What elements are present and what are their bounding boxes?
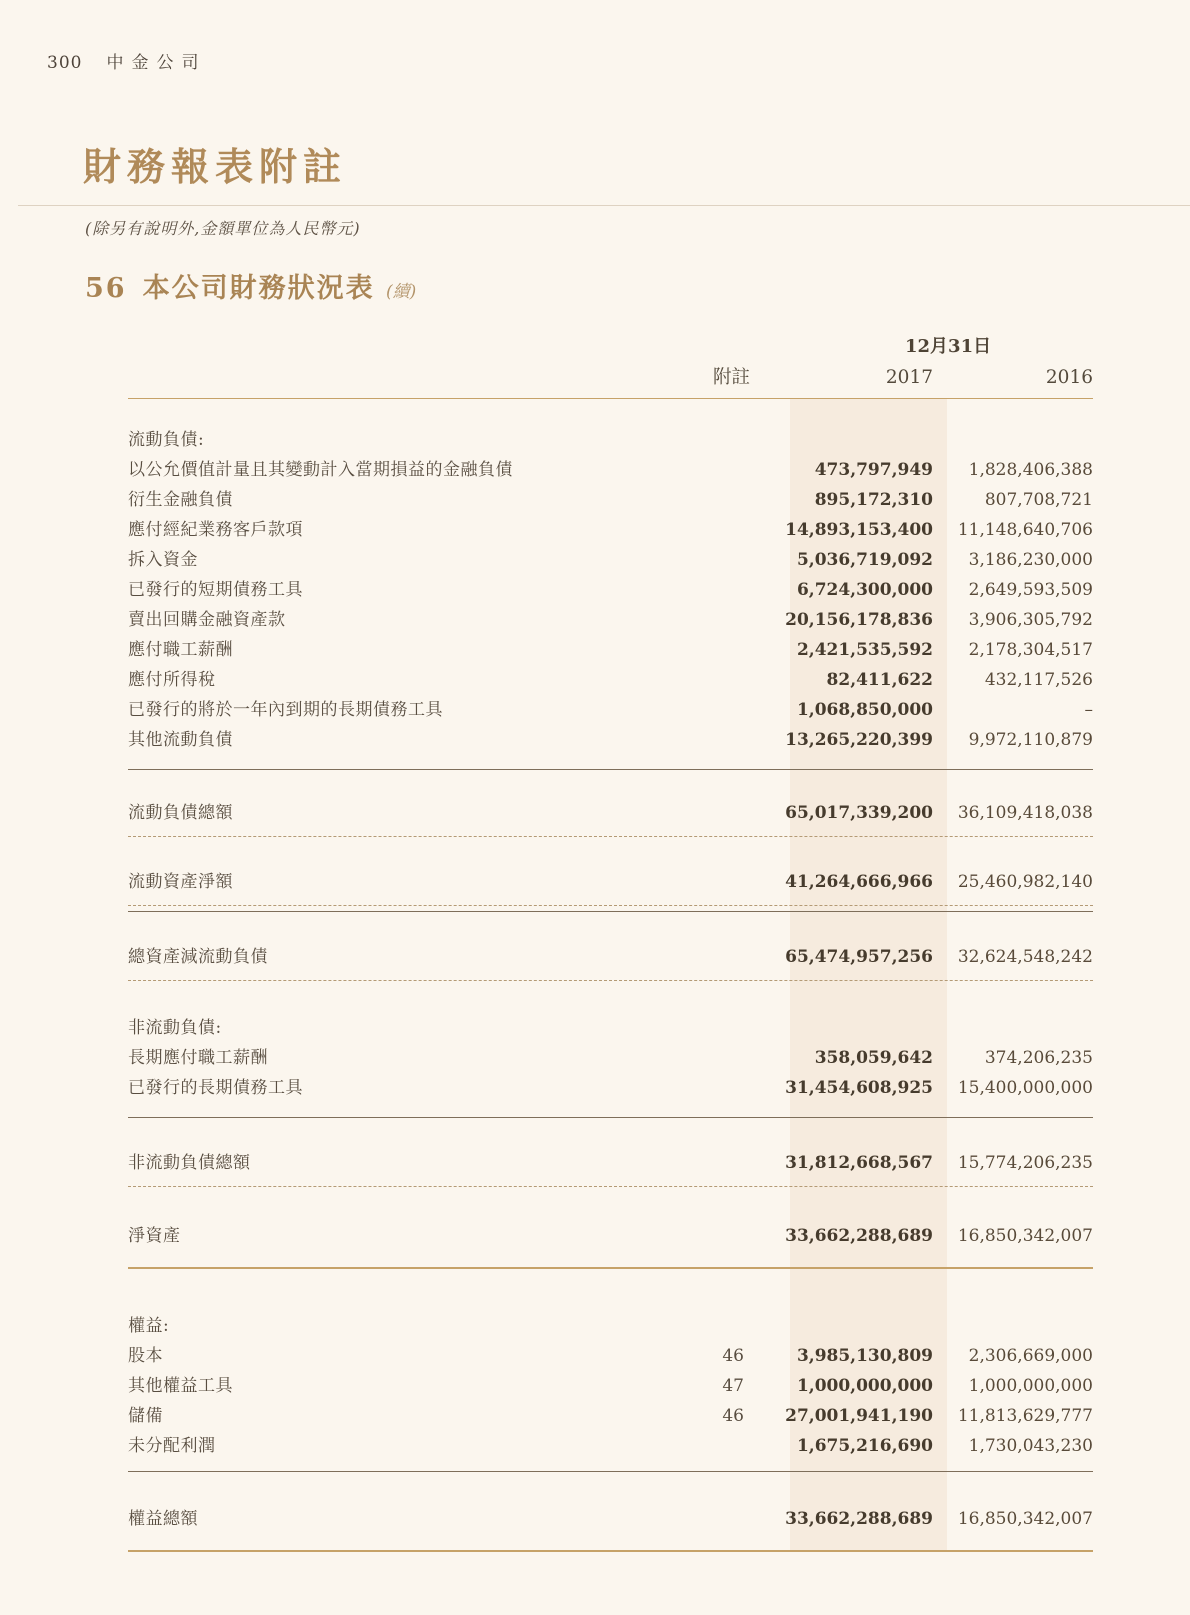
table-row — [128, 942, 1093, 972]
table-spacer — [128, 912, 1093, 942]
table-spacer — [128, 770, 1093, 798]
table-spacer — [128, 837, 1093, 867]
row-label: 已發行的短期債務工具 — [128, 580, 303, 600]
table-column-headers — [128, 362, 1093, 394]
row-note — [690, 665, 750, 695]
row-label: 其他流動負債 — [128, 730, 233, 750]
table-row — [128, 1504, 1093, 1534]
row-note — [690, 1148, 750, 1178]
row-value-2016: 32,624,548,242 — [957, 947, 1093, 967]
row-value-2017: 13,265,220,399 — [785, 730, 933, 750]
row-value-2017: 473,797,949 — [814, 460, 933, 480]
column-header-empty — [128, 362, 690, 394]
measurement-note: (除另有說明外,金額單位為人民幣元) — [85, 219, 361, 238]
row-label: 應付所得稅 — [128, 670, 216, 690]
page-number: 300 — [47, 53, 83, 73]
row-note — [690, 798, 750, 828]
table-rule-solid — [128, 1471, 1093, 1472]
row-note — [690, 867, 750, 897]
table-row — [128, 1043, 1093, 1073]
table-section-row — [128, 1311, 1093, 1341]
row-value-2017: 65,474,957,256 — [785, 947, 933, 967]
row-value-2016 — [947, 1013, 1093, 1043]
table-row — [128, 485, 1093, 515]
row-value-2017: 895,172,310 — [814, 490, 933, 510]
row-value-2016: 2,178,304,517 — [968, 640, 1093, 660]
row-note — [690, 1504, 750, 1534]
financial-position-table — [128, 332, 1093, 1552]
column-header-2016: 2016 — [1045, 367, 1093, 388]
row-value-2017: 3,985,130,809 — [796, 1346, 933, 1366]
table-rule-solid — [128, 911, 1093, 912]
table-rule-gold — [128, 1267, 1093, 1269]
row-value-2016: 9,972,110,879 — [968, 730, 1093, 750]
row-value-2016: 25,460,982,140 — [957, 872, 1093, 892]
table-spacer — [128, 981, 1093, 1013]
row-value-2017: 1,000,000,000 — [796, 1376, 933, 1396]
table-spacer — [128, 1187, 1093, 1221]
row-value-2017: 31,454,608,925 — [785, 1078, 933, 1098]
table-rule-dashed — [128, 1186, 1093, 1187]
row-value-2017: 14,893,153,400 — [785, 520, 933, 540]
table-body — [128, 399, 1093, 1552]
row-value-2016: 1,730,043,230 — [968, 1436, 1093, 1456]
row-note — [690, 545, 750, 575]
row-note — [690, 515, 750, 545]
row-note — [690, 1431, 750, 1461]
table-row — [128, 1401, 1093, 1431]
column-header-2017: 2017 — [885, 367, 933, 388]
row-value-2016: 374,206,235 — [984, 1048, 1093, 1068]
table-spacer — [128, 1472, 1093, 1504]
row-note — [690, 425, 750, 455]
row-note — [690, 1221, 750, 1251]
row-label: 總資產減流動負債 — [128, 947, 268, 967]
table-row — [128, 455, 1093, 485]
table-rule-dashed — [128, 905, 1093, 906]
row-label: 未分配利潤 — [128, 1436, 216, 1456]
row-label: 權益: — [128, 1316, 170, 1336]
row-label: 流動資產淨額 — [128, 872, 233, 892]
row-note — [690, 575, 750, 605]
table-rule-gold — [128, 1550, 1093, 1552]
row-note: 47 — [722, 1376, 744, 1396]
row-value-2017: 5,036,719,092 — [796, 550, 933, 570]
row-label: 股本 — [128, 1346, 163, 1366]
row-label: 淨資產 — [128, 1226, 181, 1246]
table-rule-solid — [128, 1117, 1093, 1118]
column-header-note: 附註 — [712, 367, 750, 388]
row-label: 以公允價值計量且其變動計入當期損益的金融負債 — [128, 460, 513, 480]
row-value-2017: 33,662,288,689 — [785, 1509, 933, 1529]
table-section-row — [128, 1013, 1093, 1043]
row-label: 應付經紀業務客戶款項 — [128, 520, 303, 540]
row-value-2016 — [947, 425, 1093, 455]
row-label: 流動負債: — [128, 430, 205, 450]
row-value-2017: 27,001,941,190 — [785, 1406, 933, 1426]
row-value-2017: 20,156,178,836 — [785, 610, 933, 630]
page-header — [47, 48, 206, 73]
table-row — [128, 545, 1093, 575]
row-label: 非流動負債: — [128, 1018, 222, 1038]
table-row — [128, 695, 1093, 725]
row-label: 拆入資金 — [128, 550, 198, 570]
table-spacer — [128, 1118, 1093, 1148]
table-row — [128, 635, 1093, 665]
row-value-2016 — [947, 1311, 1093, 1341]
table-row — [128, 605, 1093, 635]
row-value-2017: 65,017,339,200 — [785, 803, 933, 823]
row-value-2016: 807,708,721 — [984, 490, 1093, 510]
section-title: 本公司財務狀況表 — [142, 273, 375, 304]
row-note — [690, 1043, 750, 1073]
table-row — [128, 1148, 1093, 1178]
table-spacer — [128, 399, 1093, 425]
row-value-2017 — [750, 1311, 947, 1341]
row-note — [690, 695, 750, 725]
row-note — [690, 605, 750, 635]
row-value-2016: 16,850,342,007 — [957, 1509, 1093, 1529]
row-value-2016: 11,148,640,706 — [957, 520, 1093, 540]
row-label: 應付職工薪酬 — [128, 640, 233, 660]
row-value-2017 — [750, 1013, 947, 1043]
row-value-2016: 36,109,418,038 — [957, 803, 1093, 823]
section-number: 56 — [85, 273, 127, 304]
row-value-2016: 15,774,206,235 — [957, 1153, 1093, 1173]
table-rule-dashed — [128, 836, 1093, 837]
row-note: 46 — [722, 1346, 744, 1366]
section-continued: (續) — [385, 282, 417, 302]
row-label: 非流動負債總額 — [128, 1153, 251, 1173]
date-header: 12月31日 — [905, 336, 992, 357]
table-row — [128, 665, 1093, 695]
row-value-2016: 3,906,305,792 — [968, 610, 1093, 630]
row-value-2016: 2,649,593,509 — [968, 580, 1093, 600]
table-row — [128, 1371, 1093, 1401]
row-note — [690, 1013, 750, 1043]
table-row — [128, 1221, 1093, 1251]
row-value-2017: 1,068,850,000 — [796, 700, 933, 720]
row-label: 長期應付職工薪酬 — [128, 1048, 268, 1068]
row-value-2017: 41,264,666,966 — [785, 872, 933, 892]
table-rule-dashed — [128, 980, 1093, 981]
table-row — [128, 515, 1093, 545]
row-value-2016: 3,186,230,000 — [968, 550, 1093, 570]
title-divider — [18, 205, 1190, 206]
row-note — [690, 1311, 750, 1341]
row-value-2017: 33,662,288,689 — [785, 1226, 933, 1246]
row-value-2016: 11,813,629,777 — [957, 1406, 1093, 1426]
company-name: 中金公司 — [106, 53, 207, 73]
table-section-row — [128, 425, 1093, 455]
row-value-2016: 15,400,000,000 — [957, 1078, 1093, 1098]
row-value-2017 — [750, 425, 947, 455]
row-label: 賣出回購金融資產款 — [128, 610, 286, 630]
row-label: 其他權益工具 — [128, 1376, 233, 1396]
row-value-2016: 1,828,406,388 — [968, 460, 1093, 480]
row-value-2016: 2,306,669,000 — [968, 1346, 1093, 1366]
row-note — [690, 942, 750, 972]
row-label: 流動負債總額 — [128, 803, 233, 823]
table-rule-solid — [128, 769, 1093, 770]
row-note — [690, 485, 750, 515]
table-row — [128, 1431, 1093, 1461]
table-row — [128, 867, 1093, 897]
row-note — [690, 1073, 750, 1103]
row-value-2017: 6,724,300,000 — [796, 580, 933, 600]
section-heading — [85, 266, 416, 305]
row-value-2016: 1,000,000,000 — [968, 1376, 1093, 1396]
row-note: 46 — [722, 1406, 744, 1426]
row-label: 儲備 — [128, 1406, 163, 1426]
row-value-2016: 16,850,342,007 — [957, 1226, 1093, 1246]
row-note — [690, 725, 750, 755]
row-note — [690, 455, 750, 485]
row-label: 權益總額 — [128, 1509, 198, 1529]
row-value-2017: 1,675,216,690 — [796, 1436, 933, 1456]
table-row — [128, 798, 1093, 828]
row-label: 已發行的將於一年內到期的長期債務工具 — [128, 700, 443, 720]
table-row — [128, 1341, 1093, 1371]
table-row — [128, 1073, 1093, 1103]
row-label: 已發行的長期債務工具 — [128, 1078, 303, 1098]
table-row — [128, 575, 1093, 605]
row-value-2017: 358,059,642 — [814, 1048, 933, 1068]
row-value-2016: 432,117,526 — [984, 670, 1093, 690]
row-value-2017: 2,421,535,592 — [796, 640, 933, 660]
row-value-2017: 82,411,622 — [826, 670, 933, 690]
document-title: 財務報表附註 — [83, 144, 348, 189]
row-note — [690, 635, 750, 665]
row-label: 衍生金融負債 — [128, 490, 233, 510]
table-row — [128, 725, 1093, 755]
row-value-2017: 31,812,668,567 — [785, 1153, 933, 1173]
table-date-row — [128, 332, 1093, 362]
table-spacer — [128, 1269, 1093, 1311]
row-value-2016: – — [1084, 700, 1093, 720]
